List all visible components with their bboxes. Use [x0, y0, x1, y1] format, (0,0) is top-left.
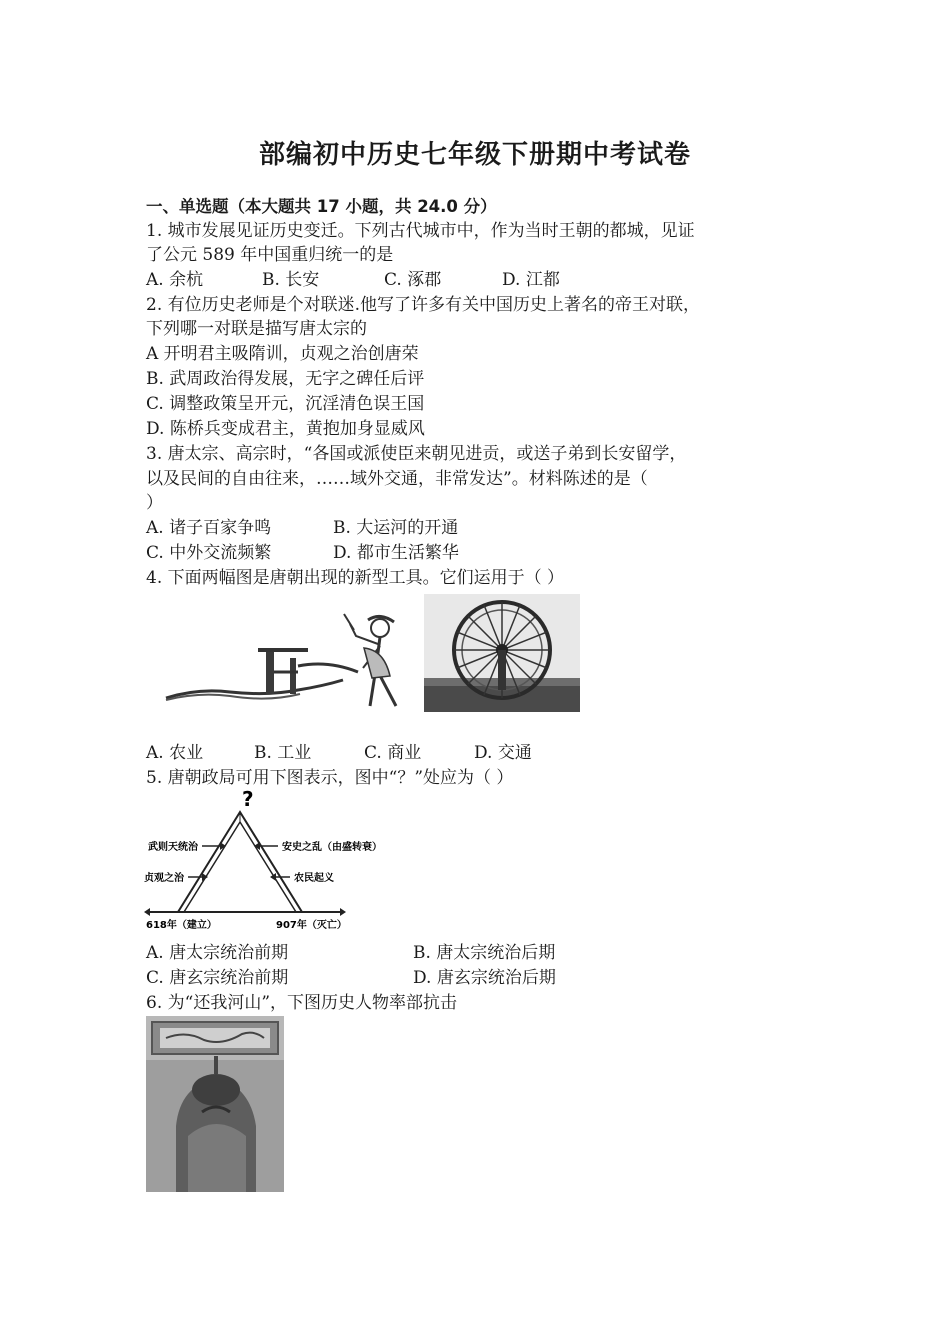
q1-option-c: C. 涿郡	[384, 270, 442, 290]
page-title: 部编初中历史七年级下册期中考试卷	[258, 140, 691, 170]
q4-option-b: B. 工业	[254, 743, 312, 763]
q3-line2: 以及民间的自由往来，……域外交通，非常发达”。材料陈述的是（	[146, 469, 648, 489]
q4-line1: 4. 下面两幅图是唐朝出现的新型工具。它们运用于（ ）	[146, 568, 565, 588]
q3-line1: 3. 唐太宗、高宗时，“各国或派使臣来朝见进贡，或送子弟到长安留学，	[146, 444, 687, 464]
q2-option-b: B. 武周政治得发展，无字之碑任后评	[146, 369, 425, 389]
q2-option-d: D. 陈桥兵变成君主，黄抱加身显威风	[146, 419, 425, 439]
q5-option-d: D. 唐玄宗统治后期	[413, 968, 556, 988]
q3-option-a: A. 诸子百家争鸣	[146, 518, 272, 538]
q1-option-b: B. 长安	[262, 270, 320, 290]
tang-politics-diagram	[140, 784, 390, 932]
q5-option-c: C. 唐玄宗统治前期	[146, 968, 289, 988]
diagram-anshi-rebellion: 安史之乱（由盛转衰）	[282, 842, 382, 853]
plough-illustration	[158, 606, 420, 718]
q4-option-d: D. 交通	[474, 743, 532, 763]
q2-line1: 2. 有位历史老师是个对联迷.他写了许多有关中国历史上著名的帝王对联，	[146, 295, 701, 315]
water-wheel-illustration	[424, 594, 580, 712]
q3-option-d: D. 都市生活繁华	[333, 543, 459, 563]
diagram-wu-zetian: 武则天统治	[148, 842, 198, 853]
q1-option-a: A. 余杭	[146, 270, 204, 290]
q3-line3: ）	[146, 493, 163, 513]
q6-line1: 6. 为“还我河山”，下图历史人物率部抗击	[146, 993, 458, 1013]
diagram-peasant-uprising: 农民起义	[294, 873, 334, 884]
q5-option-b: B. 唐太宗统治后期	[413, 943, 556, 963]
section-heading: 一、单选题（本大题共 17 小题，共 24.0 分）	[146, 197, 497, 216]
q1-line2: 了公元 589 年中国重归统一的是	[146, 245, 394, 265]
q4-option-c: C. 商业	[364, 743, 422, 763]
q2-option-a: A 开明君主吸隋训，贞观之治创唐荣	[146, 344, 419, 364]
q5-option-a: A. 唐太宗统治前期	[146, 943, 289, 963]
q2-line2: 下列哪一对联是描写唐太宗的	[146, 319, 367, 339]
q1-option-d: D. 江都	[502, 270, 560, 290]
q3-option-c: C. 中外交流频繁	[146, 543, 272, 563]
diagram-zhenguan: 贞观之治	[144, 873, 184, 884]
q5-line1: 5. 唐朝政局可用下图表示，图中“？”处应为（ ）	[146, 768, 514, 788]
diagram-618: 618年（建立）	[146, 920, 217, 931]
q2-option-c: C. 调整政策呈开元，沉淫清色误王国	[146, 394, 425, 414]
q4-option-a: A. 农业	[146, 743, 204, 763]
q1-line1: 1. 城市发展见证历史变迁。下列古代城市中，作为当时王朝的都城，见证	[146, 221, 695, 241]
diagram-question-mark: ?	[242, 787, 254, 811]
diagram-907: 907年（灭亡）	[276, 920, 347, 931]
historical-figure-photo	[146, 1016, 284, 1192]
q3-option-b: B. 大运河的开通	[333, 518, 459, 538]
